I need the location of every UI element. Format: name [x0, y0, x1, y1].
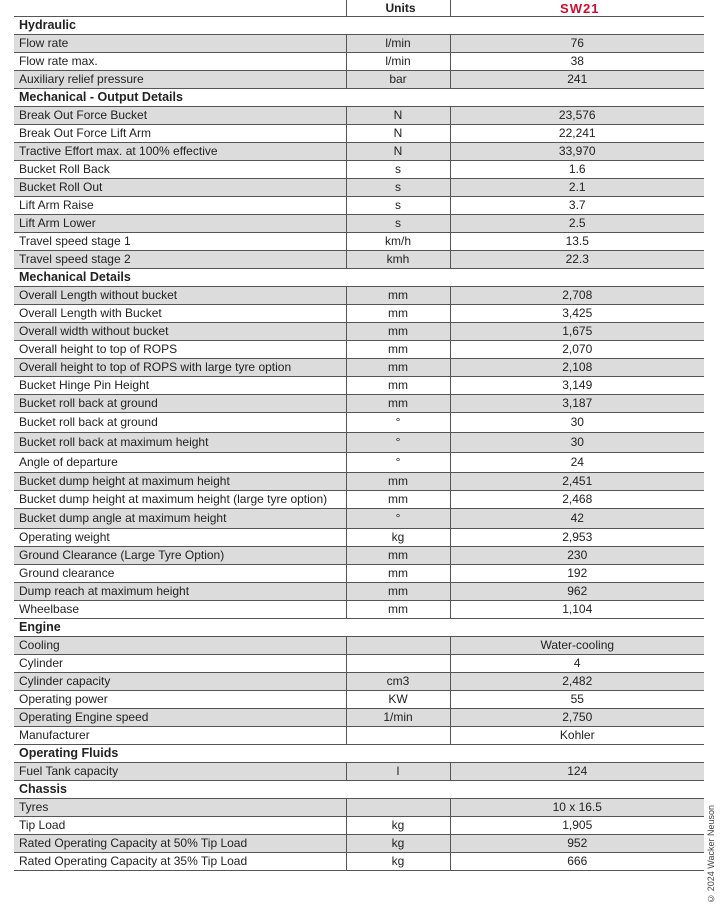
table-row	[14, 143, 704, 161]
row-label: Rated Operating Capacity at 35% Tip Load	[14, 853, 346, 871]
row-label: Bucket roll back at ground	[14, 413, 346, 433]
row-label: Cylinder	[14, 655, 346, 673]
row-units: s	[346, 179, 450, 197]
row-label: Overall height to top of ROPS with large tyre option	[14, 359, 346, 377]
row-value: 42	[450, 509, 704, 529]
section-title: Mechanical Details	[14, 269, 704, 287]
row-value: 2,070	[450, 341, 704, 359]
row-units: mm	[346, 565, 450, 583]
row-value: 2,482	[450, 673, 704, 691]
row-units: s	[346, 215, 450, 233]
row-label: Bucket Roll Out	[14, 179, 346, 197]
row-label: Overall Length without bucket	[14, 287, 346, 305]
row-label: Overall width without bucket	[14, 323, 346, 341]
table-row	[14, 817, 704, 835]
row-value: 192	[450, 565, 704, 583]
row-label: Lift Arm Lower	[14, 215, 346, 233]
row-value: 24	[450, 453, 704, 473]
row-units: mm	[346, 323, 450, 341]
row-units: mm	[346, 583, 450, 601]
row-label: Tyres	[14, 799, 346, 817]
row-value: 38	[450, 53, 704, 71]
table-row	[14, 509, 704, 529]
table-row	[14, 395, 704, 413]
row-value: 2.1	[450, 179, 704, 197]
row-units: mm	[346, 547, 450, 565]
row-label: Manufacturer	[14, 727, 346, 745]
row-units: s	[346, 161, 450, 179]
table-row	[14, 637, 704, 655]
row-units: N	[346, 125, 450, 143]
row-units: kg	[346, 853, 450, 871]
row-value: 55	[450, 691, 704, 709]
row-value: Water-cooling	[450, 637, 704, 655]
section-title: Chassis	[14, 781, 704, 799]
table-row	[14, 709, 704, 727]
table-row	[14, 71, 704, 89]
table-row	[14, 359, 704, 377]
row-units: °	[346, 413, 450, 433]
table-row	[14, 547, 704, 565]
table-row	[14, 125, 704, 143]
row-value: 1,905	[450, 817, 704, 835]
table-row	[14, 53, 704, 71]
row-value: 2,108	[450, 359, 704, 377]
table-row	[14, 433, 704, 453]
row-value: 230	[450, 547, 704, 565]
row-units: 1/min	[346, 709, 450, 727]
row-units	[346, 637, 450, 655]
row-label: Auxiliary relief pressure	[14, 71, 346, 89]
row-label: Rated Operating Capacity at 50% Tip Load	[14, 835, 346, 853]
row-value: 1.6	[450, 161, 704, 179]
row-units: l/min	[346, 53, 450, 71]
table-row	[14, 197, 704, 215]
row-label: Tip Load	[14, 817, 346, 835]
row-units: KW	[346, 691, 450, 709]
header-label	[14, 0, 346, 17]
row-units: mm	[346, 287, 450, 305]
table-row	[14, 161, 704, 179]
table-body	[14, 17, 704, 871]
table-row	[14, 305, 704, 323]
row-units: mm	[346, 377, 450, 395]
table-row	[14, 565, 704, 583]
section-header	[14, 745, 704, 763]
section-title: Mechanical - Output Details	[14, 89, 704, 107]
table-row	[14, 215, 704, 233]
table-row	[14, 491, 704, 509]
row-label: Bucket dump height at maximum height (large tyre option)	[14, 491, 346, 509]
row-value: 2,953	[450, 529, 704, 547]
table-row	[14, 601, 704, 619]
row-value: 2,468	[450, 491, 704, 509]
row-units: mm	[346, 601, 450, 619]
table-row	[14, 529, 704, 547]
row-value: 1,104	[450, 601, 704, 619]
table-row	[14, 473, 704, 491]
copyright-note: © 2024 Wacker Neuson	[706, 805, 716, 904]
row-value: 2.5	[450, 215, 704, 233]
row-units: °	[346, 453, 450, 473]
row-units: °	[346, 509, 450, 529]
row-units: mm	[346, 395, 450, 413]
row-label: Fuel Tank capacity	[14, 763, 346, 781]
row-units: s	[346, 197, 450, 215]
row-value: 22,241	[450, 125, 704, 143]
row-units: mm	[346, 341, 450, 359]
row-label: Flow rate max.	[14, 53, 346, 71]
row-value: 952	[450, 835, 704, 853]
row-value: 962	[450, 583, 704, 601]
row-label: Ground clearance	[14, 565, 346, 583]
row-units: kg	[346, 835, 450, 853]
row-label: Bucket Hinge Pin Height	[14, 377, 346, 395]
row-units: mm	[346, 305, 450, 323]
row-value: 2,451	[450, 473, 704, 491]
row-value: 4	[450, 655, 704, 673]
row-units: l/min	[346, 35, 450, 53]
row-value: 1,675	[450, 323, 704, 341]
row-units	[346, 655, 450, 673]
table-row	[14, 323, 704, 341]
row-units: l	[346, 763, 450, 781]
row-value: 30	[450, 433, 704, 453]
table-row	[14, 413, 704, 433]
table-row	[14, 673, 704, 691]
row-units: kg	[346, 817, 450, 835]
section-header	[14, 781, 704, 799]
row-value: 30	[450, 413, 704, 433]
table-row	[14, 35, 704, 53]
row-label: Ground Clearance (Large Tyre Option)	[14, 547, 346, 565]
row-label: Flow rate	[14, 35, 346, 53]
table-row	[14, 287, 704, 305]
table-row	[14, 799, 704, 817]
table-row	[14, 583, 704, 601]
section-title: Engine	[14, 619, 704, 637]
row-units: bar	[346, 71, 450, 89]
table-row	[14, 233, 704, 251]
table-row	[14, 453, 704, 473]
row-units: N	[346, 107, 450, 125]
row-value: 666	[450, 853, 704, 871]
row-value: 124	[450, 763, 704, 781]
row-label: Dump reach at maximum height	[14, 583, 346, 601]
spec-table	[14, 0, 704, 871]
row-label: Operating weight	[14, 529, 346, 547]
row-units: °	[346, 433, 450, 453]
table-row	[14, 655, 704, 673]
row-label: Overall height to top of ROPS	[14, 341, 346, 359]
row-value: 2,750	[450, 709, 704, 727]
table-row	[14, 853, 704, 871]
row-units: kmh	[346, 251, 450, 269]
table-row	[14, 179, 704, 197]
row-value: 3.7	[450, 197, 704, 215]
row-units: kg	[346, 529, 450, 547]
row-label: Operating power	[14, 691, 346, 709]
header-units: Units	[346, 0, 450, 17]
row-label: Operating Engine speed	[14, 709, 346, 727]
row-value: 33,970	[450, 143, 704, 161]
row-label: Overall Length with Bucket	[14, 305, 346, 323]
table-row	[14, 341, 704, 359]
section-title: Hydraulic	[14, 17, 704, 35]
row-units: mm	[346, 473, 450, 491]
section-header	[14, 17, 704, 35]
table-row	[14, 727, 704, 745]
row-label: Travel speed stage 1	[14, 233, 346, 251]
row-label: Tractive Effort max. at 100% effective	[14, 143, 346, 161]
row-value: 13.5	[450, 233, 704, 251]
table-row	[14, 763, 704, 781]
row-value: 23,576	[450, 107, 704, 125]
section-title: Operating Fluids	[14, 745, 704, 763]
table-row	[14, 107, 704, 125]
table-row	[14, 251, 704, 269]
row-value: Kohler	[450, 727, 704, 745]
row-value: 2,708	[450, 287, 704, 305]
row-units	[346, 727, 450, 745]
row-label: Travel speed stage 2	[14, 251, 346, 269]
row-label: Bucket roll back at ground	[14, 395, 346, 413]
row-label: Bucket roll back at maximum height	[14, 433, 346, 453]
section-header	[14, 269, 704, 287]
row-units: mm	[346, 491, 450, 509]
row-label: Break Out Force Bucket	[14, 107, 346, 125]
row-units	[346, 799, 450, 817]
row-label: Wheelbase	[14, 601, 346, 619]
row-label: Cooling	[14, 637, 346, 655]
row-units: cm3	[346, 673, 450, 691]
table-row	[14, 691, 704, 709]
row-label: Bucket dump height at maximum height	[14, 473, 346, 491]
table-row	[14, 835, 704, 853]
row-label: Break Out Force Lift Arm	[14, 125, 346, 143]
row-value: 22.3	[450, 251, 704, 269]
section-header	[14, 619, 704, 637]
header-model: SW21	[450, 0, 704, 17]
table-row	[14, 377, 704, 395]
row-units: km/h	[346, 233, 450, 251]
row-label: Lift Arm Raise	[14, 197, 346, 215]
row-units: N	[346, 143, 450, 161]
row-label: Bucket dump angle at maximum height	[14, 509, 346, 529]
table-header	[14, 0, 704, 17]
row-units: mm	[346, 359, 450, 377]
row-value: 76	[450, 35, 704, 53]
row-value: 10 x 16.5	[450, 799, 704, 817]
row-value: 241	[450, 71, 704, 89]
row-label: Angle of departure	[14, 453, 346, 473]
row-value: 3,149	[450, 377, 704, 395]
row-label: Cylinder capacity	[14, 673, 346, 691]
row-value: 3,425	[450, 305, 704, 323]
row-label: Bucket Roll Back	[14, 161, 346, 179]
row-value: 3,187	[450, 395, 704, 413]
section-header	[14, 89, 704, 107]
